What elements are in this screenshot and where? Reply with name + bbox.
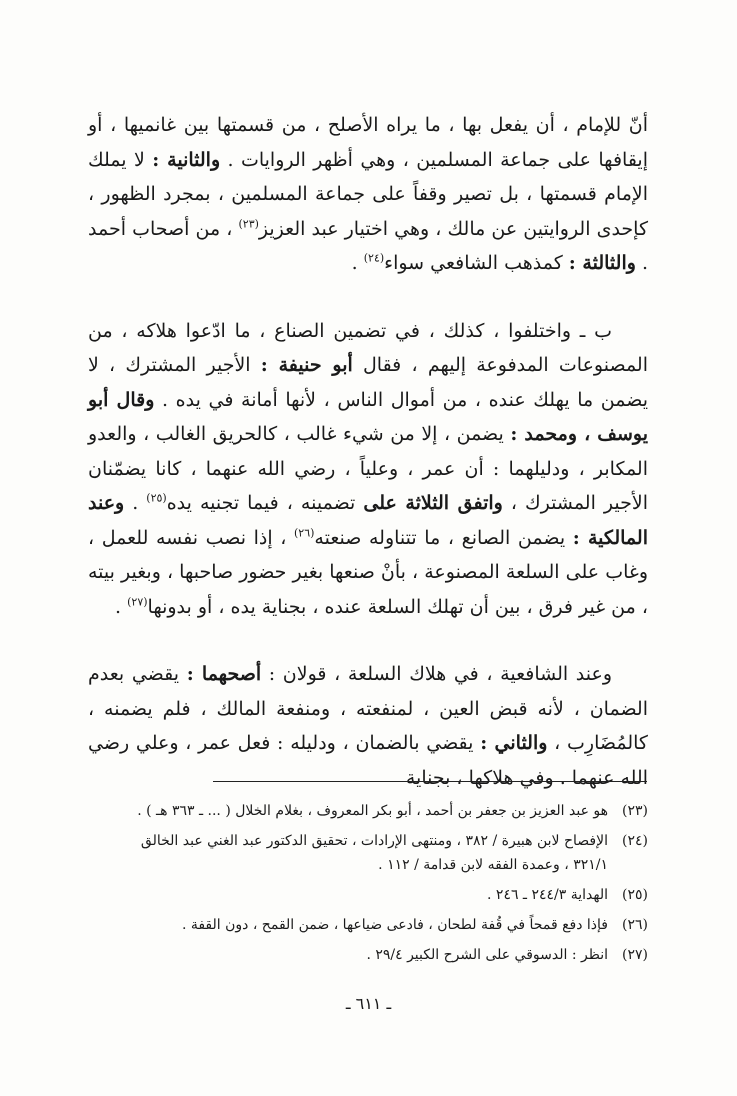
text-run: تضمينه ، فيما تجنيه يده bbox=[166, 492, 364, 514]
text-run: يضمن الصانع ، ما تتناوله صنعته bbox=[314, 526, 573, 549]
text-run: . bbox=[115, 595, 128, 618]
bold-term: واتفق الثلاثة على bbox=[363, 492, 503, 514]
footnote-number: (٢٥) bbox=[622, 887, 648, 903]
text-run: ب ـ واختلفوا ، كذلك ، في تضمين الصناع ، ما ادّعوا هلاكه ، من المصنوعات المدفوعة إليهم ، فقال bbox=[88, 319, 648, 376]
bold-term: أصحهما : bbox=[186, 663, 262, 685]
footnote-ref[interactable]: (٢٧) bbox=[127, 595, 148, 609]
footnote-ref[interactable]: (٢٤) bbox=[363, 251, 385, 265]
footnote-ref[interactable]: (٢٥) bbox=[146, 491, 167, 505]
footnote-25 bbox=[88, 880, 648, 910]
footnote-number: (٢٤) bbox=[622, 833, 648, 849]
text-run: يقضي بعدم الضمان ، لأنه قبض العين ، لمنفعته ، ومنفعة المالك ، فلم يضمنه ، كالمُضَارِب ، bbox=[88, 663, 648, 754]
footnote-text: هو عبد العزيز بن جعفر بن أحمد ، أبو بكر المعروف ، بغلام الخلال ( ... ـ ٣٦٣ هـ ) . bbox=[137, 803, 608, 819]
bold-term: أبو حنيفة : bbox=[260, 354, 353, 376]
footnote-number: (٢٣) bbox=[622, 803, 648, 819]
text-run: وعند الشافعية ، في هلاك السلعة ، قولان : bbox=[261, 663, 613, 685]
paragraph-3 bbox=[88, 657, 648, 795]
footnotes bbox=[88, 796, 648, 970]
bold-term: والثانية : bbox=[152, 148, 221, 171]
footnote-23 bbox=[88, 796, 648, 826]
footnote-text: فإذا دفع قمحاً في قُفة لطحان ، فادعى ضياعها ، ضمن القمح ، دون القفة . bbox=[181, 917, 608, 933]
footnote-separator bbox=[213, 781, 647, 782]
footnote-26 bbox=[88, 910, 648, 940]
bold-term: والثالثة : bbox=[568, 252, 636, 274]
text-run: يقضي بالضمان ، ودليله : فعل عمر ، وعلي رضي الله عنهما . وفي هلاكها ، بجناية bbox=[88, 732, 648, 789]
paragraph-2 bbox=[88, 314, 648, 625]
footnote-text-continued: ٣٢١/١ ، وعمدة الفقه لابن قدامة / ١١٢ . bbox=[378, 857, 608, 873]
main-text bbox=[88, 108, 648, 795]
text-run: . bbox=[351, 252, 364, 274]
footnote-text: الهداية ٢٤٤/٣ ـ ٢٤٦ . bbox=[487, 887, 608, 903]
footnote-ref[interactable]: (٢٣) bbox=[238, 217, 259, 231]
footnote-27 bbox=[88, 940, 648, 970]
text-run: ، إذا نصب نفسه للعمل ، وغاب على السلعة المصنوعة ، بأنْ صنعها بغير حضور صاحبها ، وبغير بيته ، من غير فرق ، بين أن تهلك السلعة عنده ، بجناية يده ، أو بدونها bbox=[88, 526, 648, 618]
footnote-text: انظر : الدسوقي على الشرح الكبير ٢٩/٤ . bbox=[366, 947, 608, 963]
footnote-number: (٢٧) bbox=[622, 947, 648, 963]
page-number: ـ ٦١١ ـ bbox=[345, 994, 392, 1013]
footnote-number: (٢٦) bbox=[622, 917, 648, 933]
text-run: الأجير المشترك ، لا يضمن ما يهلك عنده ، من أموال الناس ، لأنها أمانة في يده . bbox=[88, 354, 648, 411]
text-run: . bbox=[124, 492, 147, 514]
text-run: يضمن ، إلا من شيء غالب ، كالحريق الغالب ، والعدو المكابر ، ودليلهما : أن عمر ، وعلياً ، رضي الله عنهما ، كانا يضمّنان الأجير المشترك ، bbox=[88, 423, 648, 514]
text-run: أنّ للإمام ، أن يفعل بها ، ما يراه الأصلح ، من قسمتها بين غانميها ، أو إيقافها على جماعة المسلمين ، وهي أظهر الروايات . bbox=[88, 114, 648, 171]
bold-term: وعند المالكية : bbox=[88, 492, 648, 549]
footnote-ref[interactable]: (٢٦) bbox=[294, 526, 315, 540]
footnote-text: الإفصاح لابن هبيرة / ٣٨٢ ، ومنتهى الإرادات ، تحقيق الدكتور عبد الغني عبد الخالق bbox=[140, 833, 608, 849]
bold-term: وقال أبو يوسف ، ومحمد : bbox=[88, 388, 648, 445]
paragraph-1 bbox=[88, 108, 648, 281]
footnote-24 bbox=[88, 826, 648, 880]
bold-term: والثاني : bbox=[480, 732, 548, 754]
text-run: كمذهب الشافعي سواء bbox=[384, 252, 569, 274]
footnote-text-block bbox=[88, 826, 608, 880]
text-run: لا يملك الإمام قسمتها ، بل تصير وقفاً على جماعة المسلمين ، بمجرد الظهور ، كإحدى الروايتين عن مالك ، وهي اختيار عبد العزيز bbox=[88, 148, 649, 240]
text-run: ، من أصحاب أحمد . bbox=[88, 217, 648, 274]
